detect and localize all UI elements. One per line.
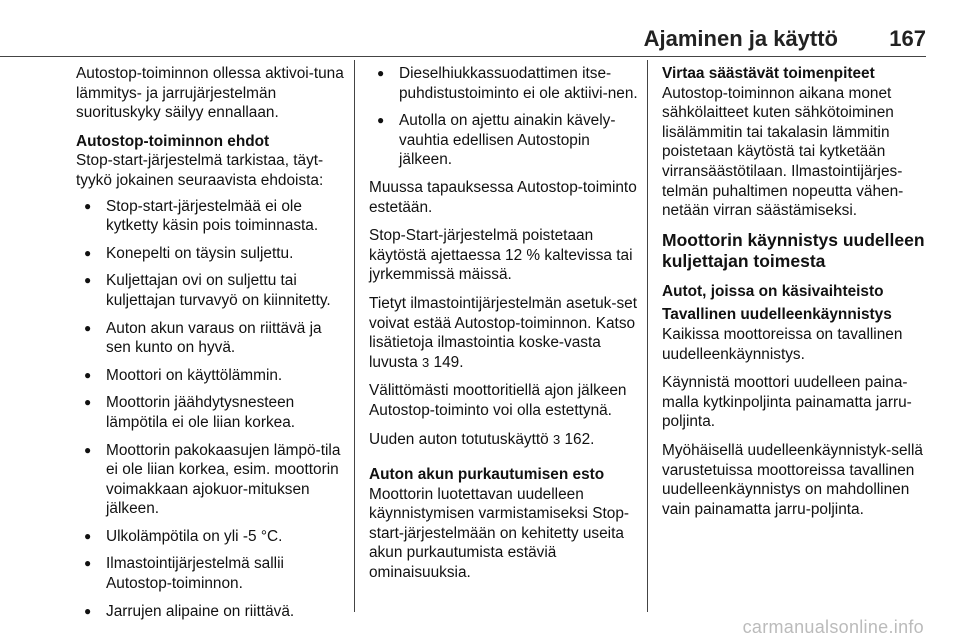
column-1 (76, 64, 346, 629)
list-item: ● Dieselhiukkassuodattimen itse-puhdistustoiminto ei ole aktiivi-nen. (369, 64, 641, 103)
paragraph-text: Uuden auton totutuskäyttö (369, 430, 549, 448)
page-ref: 149. (429, 353, 464, 371)
column-divider-1 (354, 60, 355, 612)
subheading: Autot, joissa on käsivaihteisto (662, 282, 884, 300)
paragraph: Muussa tapauksessa Autostop-toiminto estetään. (369, 178, 637, 216)
list-item: ● Stop-start-järjestelmää ei ole kytketty käsin pois toiminnasta. (76, 197, 346, 236)
page-header (0, 22, 926, 56)
list-item: ● Autolla on ajettu ainakin kävely-vauhtia edellisen Autostopin jälkeen. (369, 111, 641, 170)
subheading: Tavallinen uudelleenkäynnistys (662, 306, 892, 324)
paragraph-text: Tietyt ilmastointijärjestelmän asetuk-set voivat estää Autostop-toiminnon. Katso lisätietoja ilmastointia koske-vasta luvusta (369, 294, 638, 371)
list-item: ● Moottorin pakokaasujen lämpö-tila ei ole liian korkea, esim. moottorin voimakkaan ajokuor-mituksen jälkeen. (76, 441, 346, 519)
conditions-list-continued (369, 64, 641, 170)
page-title: Ajaminen ja käyttö (643, 26, 838, 51)
paragraph: Stop-Start-järjestelmä poistetaan käytöstä ajettaessa 12 % kaltevissa tai jyrkemmissä mäissä. (369, 227, 633, 284)
paragraph (369, 294, 641, 372)
column-2 (369, 64, 641, 592)
header-rule (0, 56, 926, 57)
column-divider-2 (647, 60, 648, 612)
list-item: ● Moottorin jäähdytysnesteen lämpötila ei ole liian korkea. (76, 393, 346, 432)
list-item: ● Kuljettajan ovi on suljettu tai kuljettajan turvavyö on kiinnitetty. (76, 271, 346, 310)
paragraph: Käynnistä moottori uudelleen paina-malla kytkinpoljinta painamatta jarru-poljinta. (662, 374, 912, 431)
list-item: ● Ilmastointijärjestelmä sallii Autostop-toiminnon. (76, 554, 346, 593)
subheading: Autostop-toiminnon ehdot (76, 132, 270, 150)
list-item: ● Konepelti on täysin suljettu. (76, 244, 346, 264)
watermark: carmanualsonline.info (742, 617, 924, 637)
paragraph: Välittömästi moottoritiellä ajon jälkeen Autostop-toiminto voi olla estettynä. (369, 382, 627, 419)
paragraph: Stop-start-järjestelmä tarkistaa, täyt-tyykö jokainen seuraavista ehdoista: (76, 152, 324, 189)
page-ref: 162. (560, 430, 595, 448)
paragraph (369, 430, 641, 450)
paragraph: Myöhäisellä uudelleenkäynnistyk-sellä varustetuissa moottoreissa tavallinen uudelleenkäynnistys on mahdollinen vain painamatta jarru-poljinta. (662, 441, 923, 518)
section-title: Moottorin käynnistys uudelleen kuljettajan toimesta (662, 229, 925, 271)
page-ref-arrow-icon: 3 (552, 431, 561, 447)
paragraph: Kaikissa moottoreissa on tavallinen uudelleenkäynnistys. (662, 325, 903, 363)
list-item: ● Auton akun varaus on riittävä ja sen kunto on hyvä. (76, 319, 346, 358)
list-item: ● Moottori on käyttölämmin. (76, 366, 346, 386)
subheading: Auton akun purkautumisen esto (369, 466, 605, 484)
paragraph: Autostop-toiminnon aikana monet sähkölaitteet kuten sähkötoiminen lisälämmitin tai takalasin lämmitin poistetaan käytöstä tai kytketään virransäästötilaan. Ilmastointijärjes-telmän puhaltimen nopeutta vähen-netään virran säästämiseksi. (662, 84, 904, 220)
list-item: ● Jarrujen alipaine on riittävä. (76, 602, 346, 622)
page-number: 167 (889, 26, 926, 51)
page-ref-arrow-icon: 3 (422, 354, 430, 370)
list-item: ● Ulkolämpötila on yli -5 °C. (76, 527, 346, 547)
column-3 (662, 64, 932, 528)
subheading: Virtaa säästävät toimenpiteet (662, 65, 875, 82)
paragraph: Autostop-toiminnon ollessa aktivoi-tuna lämmitys- ja jarrujärjestelmän suorituskyky säilyy ennallaan. (76, 65, 344, 122)
conditions-list (76, 197, 346, 622)
paragraph: Moottorin luotettavan uudelleen käynnistymisen varmistamiseksi Stop-start-järjestelmään on kehitetty useita akun purkautumista estäviä ominaisuuksia. (369, 485, 630, 582)
